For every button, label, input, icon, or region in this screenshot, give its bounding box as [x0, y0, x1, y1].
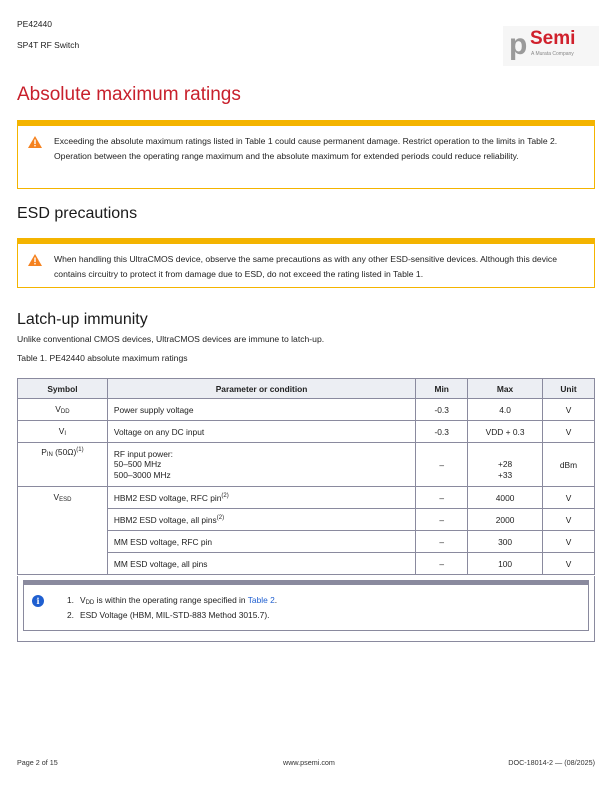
- part-number: PE42440: [17, 19, 52, 29]
- col-header-symbol: Symbol: [18, 379, 108, 399]
- col-header-unit: Unit: [543, 379, 595, 399]
- logo-brand: Semi: [530, 28, 576, 49]
- cell-parameter: HBM2 ESD voltage, RFC pin$^{(2)}$: [107, 487, 415, 509]
- cell-parameter: RF input power: 50–500 MHz 500–3000 MHz: [107, 443, 415, 487]
- psemi-logo: [503, 26, 599, 66]
- note-item: 2. ESD Voltage (HBM, MIL-STD-883 Method 3015.7).: [67, 610, 270, 620]
- footer-website[interactable]: www.psemi.com: [283, 758, 335, 767]
- cell-min: -0.3: [416, 399, 468, 421]
- table-header-row: [18, 379, 595, 399]
- esd-warning-text: When handling this UltraCMOS device, observe the same precautions as with any other ESD-sensitive devices. Although this device contains circuitry to protect it from damage due to ESD, do not exceed the rating listed in Table 1.: [54, 254, 557, 279]
- cell-symbol: $V_{ESD}$: [18, 487, 108, 575]
- cell-unit: V: [543, 531, 595, 553]
- cell-unit: V: [543, 509, 595, 531]
- cell-max: +28 +33: [468, 443, 543, 487]
- table-caption: Table 1. PE42440 absolute maximum ratings: [17, 353, 188, 363]
- product-name: SP4T RF Switch: [17, 40, 80, 50]
- col-header-min: Min: [416, 379, 468, 399]
- footer-doc-id: DOC-18014-2 — (08/2025): [508, 758, 595, 767]
- cell-unit: V: [543, 421, 595, 443]
- cell-min: –: [416, 553, 468, 575]
- warning-triangle-icon: [28, 254, 42, 266]
- table-2-link[interactable]: Table 2: [247, 595, 275, 605]
- notes-list: [67, 594, 277, 621]
- latchup-text: Unlike conventional CMOS devices, UltraCMOS devices are immune to latch-up.: [17, 334, 325, 344]
- col-header-max: Max: [468, 379, 543, 399]
- absolute-max-ratings-table: [17, 378, 595, 575]
- table-row: [18, 443, 595, 487]
- section-title-latchup: Latch-up immunity: [17, 311, 148, 328]
- logo-p-mark: p: [509, 28, 528, 61]
- amr-warning-text: Exceeding the absolute maximum ratings listed in Table 1 could cause permanent damage. Restrict operation to the limits in Table 2. Operation between the operating range maximum and the absolute maximum for extended periods could reduce reliability.: [54, 136, 558, 161]
- cell-min: –: [416, 509, 468, 531]
- cell-max: 300: [468, 531, 543, 553]
- cell-max: 4.0: [468, 399, 543, 421]
- cell-parameter: Voltage on any DC input: [107, 421, 415, 443]
- cell-min: -0.3: [416, 421, 468, 443]
- table-row: [18, 399, 595, 421]
- cell-parameter: HBM2 ESD voltage, all pins$^{(2)}$: [107, 509, 415, 531]
- cell-parameter: Power supply voltage: [107, 399, 415, 421]
- col-header-parameter: Parameter or condition: [107, 379, 415, 399]
- amr-warning-box: [17, 120, 595, 189]
- cell-min: –: [416, 487, 468, 509]
- cell-unit: V: [543, 399, 595, 421]
- cell-unit: dBm: [543, 443, 595, 487]
- note-item: 1. $V_{DD}$ is within the operating range specified in Table 2.: [67, 595, 278, 606]
- cell-symbol: $V_I$: [18, 421, 108, 443]
- cell-max: VDD + 0.3: [468, 421, 543, 443]
- footer-page-number: Page 2 of 15: [17, 758, 58, 767]
- logo-tagline: A Murata Company: [531, 51, 574, 57]
- warning-triangle-icon: [28, 136, 42, 148]
- cell-max: 4000: [468, 487, 543, 509]
- cell-unit: V: [543, 487, 595, 509]
- cell-parameter: MM ESD voltage, all pins: [107, 553, 415, 575]
- section-title-esd: ESD precautions: [17, 205, 138, 222]
- table-notes-container: [17, 576, 595, 642]
- cell-symbol: $V_{DD}$: [18, 399, 108, 421]
- table-row: [18, 487, 595, 509]
- esd-warning-box: [17, 238, 595, 288]
- table-row: [18, 421, 595, 443]
- info-icon: i: [32, 595, 44, 607]
- cell-min: –: [416, 443, 468, 487]
- section-title-amr: Absolute maximum ratings: [17, 84, 241, 105]
- cell-max: 2000: [468, 509, 543, 531]
- cell-unit: V: [543, 553, 595, 575]
- cell-max: 100: [468, 553, 543, 575]
- cell-symbol: $P_{IN}$ $(50\Omega)^{(1)}$: [18, 443, 108, 487]
- cell-parameter: MM ESD voltage, RFC pin: [107, 531, 415, 553]
- cell-min: –: [416, 531, 468, 553]
- table-notes-box: [23, 580, 589, 631]
